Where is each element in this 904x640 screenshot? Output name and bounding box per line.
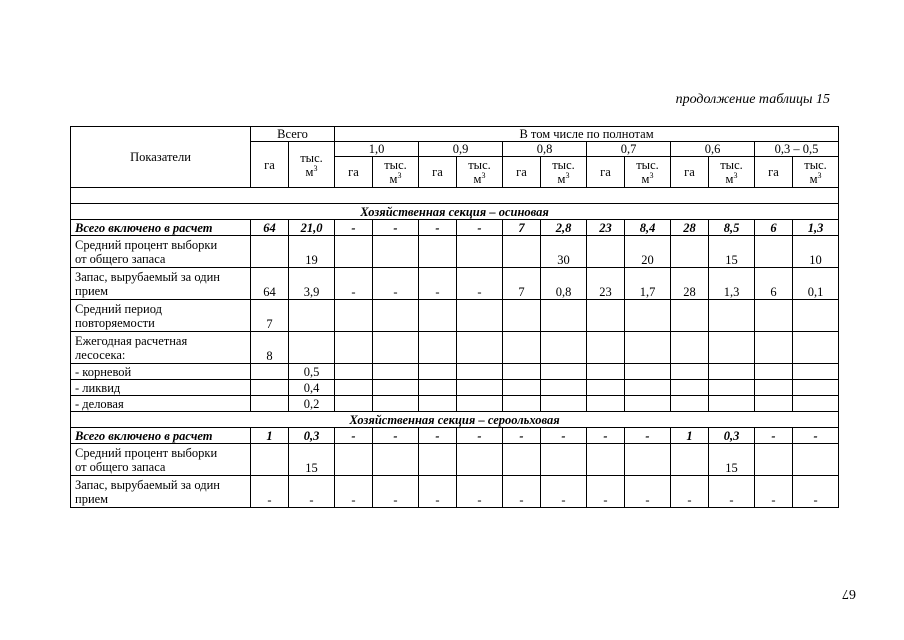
table-cell	[625, 364, 671, 380]
table-cell: 0,4	[289, 380, 335, 396]
table-cell	[671, 364, 709, 380]
header-unit-ga: га	[503, 157, 541, 188]
table-cell	[625, 332, 671, 364]
table-cell	[251, 380, 289, 396]
header-unit-tys: тыс. $м^3$	[709, 157, 755, 188]
table-cell	[709, 380, 755, 396]
table-cell: 15	[289, 444, 335, 476]
table-cell	[671, 236, 709, 268]
header-density: 0,7	[587, 142, 671, 157]
table-cell	[373, 332, 419, 364]
table-cell: 0,5	[289, 364, 335, 380]
table-cell	[503, 444, 541, 476]
table-row	[71, 396, 839, 412]
table-cell	[373, 364, 419, 380]
table-cell	[335, 300, 373, 332]
table-cell: 20	[625, 236, 671, 268]
header-total: Всего	[251, 127, 335, 142]
table-row	[71, 380, 839, 396]
table-cell	[503, 332, 541, 364]
table-row	[71, 268, 839, 300]
table-cell	[419, 396, 457, 412]
table-cell	[587, 380, 625, 396]
table-cell: 6	[755, 268, 793, 300]
table-cell: -	[793, 428, 839, 444]
table-cell	[335, 396, 373, 412]
table-cell: -	[587, 428, 625, 444]
table-cell	[625, 300, 671, 332]
table-cell	[457, 364, 503, 380]
table-cell: 15	[709, 236, 755, 268]
table-cell: -	[793, 476, 839, 508]
table-cell	[373, 396, 419, 412]
table-cell	[419, 300, 457, 332]
table-cell: -	[373, 476, 419, 508]
table-cell	[335, 444, 373, 476]
table-cell: 64	[251, 268, 289, 300]
table-cell: 1	[671, 428, 709, 444]
table-cell: 15	[709, 444, 755, 476]
row-label: - ликвид	[71, 380, 251, 396]
header-including: В том числе по полнотам	[335, 127, 839, 142]
header-density: 1,0	[335, 142, 419, 157]
page-number: 67	[842, 586, 856, 601]
table-cell: -	[457, 268, 503, 300]
table-cell: 0,3	[289, 428, 335, 444]
table-cell: 8,4	[625, 220, 671, 236]
header-total-tys: тыс. $м^3$	[289, 142, 335, 188]
table-caption: продолжение таблицы 15	[675, 92, 830, 107]
table-cell	[587, 236, 625, 268]
table-cell	[671, 380, 709, 396]
table-cell: -	[755, 476, 793, 508]
table-cell: 64	[251, 220, 289, 236]
section-header-row	[71, 204, 839, 220]
table-cell: 1,7	[625, 268, 671, 300]
table-cell	[541, 380, 587, 396]
table-row	[71, 220, 839, 236]
table-cell: 0,3	[709, 428, 755, 444]
table-cell: -	[503, 428, 541, 444]
table-cell: -	[289, 476, 335, 508]
table-cell	[541, 300, 587, 332]
table-cell: 7	[503, 220, 541, 236]
table-cell	[503, 380, 541, 396]
header-unit-tys: тыс. $м^3$	[625, 157, 671, 188]
table-cell	[373, 444, 419, 476]
table-cell	[289, 300, 335, 332]
header-unit-ga: га	[335, 157, 373, 188]
table-cell: -	[419, 220, 457, 236]
table-cell	[755, 396, 793, 412]
table-cell	[457, 332, 503, 364]
table-cell	[541, 332, 587, 364]
table-row	[71, 428, 839, 444]
table-cell: -	[587, 476, 625, 508]
section-header-row	[71, 412, 839, 428]
table-cell	[457, 396, 503, 412]
table-cell: 8,5	[709, 220, 755, 236]
table-cell: -	[419, 428, 457, 444]
row-label: Ежегодная расчетная лесосека:	[71, 332, 251, 364]
table-cell	[709, 332, 755, 364]
header-unit-ga: га	[671, 157, 709, 188]
table-cell: 1	[251, 428, 289, 444]
table-cell	[671, 444, 709, 476]
table-cell: -	[755, 428, 793, 444]
table-cell	[503, 364, 541, 380]
table-cell	[289, 332, 335, 364]
table-cell	[587, 444, 625, 476]
header-unit-ga: га	[419, 157, 457, 188]
table-cell	[671, 396, 709, 412]
header-density: 0,3 – 0,5	[755, 142, 839, 157]
table-cell	[671, 332, 709, 364]
table-cell	[587, 332, 625, 364]
data-table	[70, 126, 839, 508]
table-cell	[541, 396, 587, 412]
row-label: Всего включено в расчет	[71, 220, 251, 236]
table-cell	[419, 380, 457, 396]
table-cell	[335, 364, 373, 380]
section-title: Хозяйственная секция – сероольховая	[71, 412, 839, 428]
table-cell: -	[541, 476, 587, 508]
row-label: Средний период повторяемости	[71, 300, 251, 332]
table-cell	[335, 236, 373, 268]
table-cell	[457, 300, 503, 332]
header-total-ga: га	[251, 142, 289, 188]
table-cell: 10	[793, 236, 839, 268]
row-label: Средний процент выборки от общего запаса	[71, 444, 251, 476]
table-cell	[503, 300, 541, 332]
table-cell	[541, 364, 587, 380]
table-cell: -	[335, 476, 373, 508]
table-cell	[755, 332, 793, 364]
table-cell: 28	[671, 220, 709, 236]
table-cell	[755, 380, 793, 396]
table-cell: -	[503, 476, 541, 508]
table-cell: 2,8	[541, 220, 587, 236]
table-cell: 7	[251, 300, 289, 332]
table-cell: 7	[503, 268, 541, 300]
table-cell	[373, 380, 419, 396]
table-cell: -	[457, 476, 503, 508]
table-row	[71, 300, 839, 332]
table-cell	[793, 300, 839, 332]
table-row	[71, 444, 839, 476]
table-cell	[251, 236, 289, 268]
table-cell: 6	[755, 220, 793, 236]
table-cell: -	[709, 476, 755, 508]
table-cell: 1,3	[709, 268, 755, 300]
table-cell	[503, 396, 541, 412]
table-cell	[457, 444, 503, 476]
header-density: 0,6	[671, 142, 755, 157]
header-density: 0,8	[503, 142, 587, 157]
table-cell	[587, 300, 625, 332]
table-cell	[793, 444, 839, 476]
table-cell	[419, 332, 457, 364]
table-cell: 21,0	[289, 220, 335, 236]
table-cell	[625, 444, 671, 476]
table-cell: -	[373, 220, 419, 236]
table-cell	[457, 236, 503, 268]
table-cell	[251, 364, 289, 380]
table-cell: 3,9	[289, 268, 335, 300]
table-cell	[709, 364, 755, 380]
table-cell: -	[457, 220, 503, 236]
table-cell	[625, 396, 671, 412]
table-cell	[709, 300, 755, 332]
table-cell	[457, 380, 503, 396]
table-cell	[335, 332, 373, 364]
table-cell	[625, 380, 671, 396]
table-cell	[793, 396, 839, 412]
table-cell: 0,2	[289, 396, 335, 412]
table-cell	[755, 444, 793, 476]
table-cell: -	[335, 220, 373, 236]
table-cell	[755, 236, 793, 268]
table-cell: -	[335, 428, 373, 444]
table-cell	[587, 364, 625, 380]
row-label: Запас, вырубаемый за один прием	[71, 268, 251, 300]
table-cell: -	[419, 476, 457, 508]
section-title: Хозяйственная секция – осиновая	[71, 204, 839, 220]
table-row	[71, 364, 839, 380]
header-indicators: Показатели	[71, 127, 251, 188]
table-cell: 28	[671, 268, 709, 300]
row-label: Всего включено в расчет	[71, 428, 251, 444]
table-cell: 0,8	[541, 268, 587, 300]
table-cell: 30	[541, 236, 587, 268]
table-cell: 1,3	[793, 220, 839, 236]
header-unit-tys: тыс. $м^3$	[793, 157, 839, 188]
table-cell: 23	[587, 220, 625, 236]
row-label: - корневой	[71, 364, 251, 380]
table-row	[71, 476, 839, 508]
table-cell: -	[251, 476, 289, 508]
table-cell: 8	[251, 332, 289, 364]
table-cell: -	[335, 268, 373, 300]
table-cell	[709, 396, 755, 412]
table-cell	[419, 444, 457, 476]
table-cell	[793, 332, 839, 364]
table-cell: 0,1	[793, 268, 839, 300]
spacer-row	[71, 188, 839, 204]
table-row	[71, 236, 839, 268]
header-unit-ga: га	[755, 157, 793, 188]
header-unit-ga: га	[587, 157, 625, 188]
header-density: 0,9	[419, 142, 503, 157]
table-cell: -	[625, 428, 671, 444]
table-cell	[541, 444, 587, 476]
row-label: Средний процент выборки от общего запаса	[71, 236, 251, 268]
table-cell	[419, 364, 457, 380]
table-cell	[503, 236, 541, 268]
table-cell	[755, 300, 793, 332]
table-row	[71, 332, 839, 364]
table-cell	[335, 380, 373, 396]
header-unit-tys: тыс. $м^3$	[373, 157, 419, 188]
table-cell	[251, 396, 289, 412]
table-cell: -	[671, 476, 709, 508]
table-cell: 23	[587, 268, 625, 300]
table-cell	[419, 236, 457, 268]
header-unit-tys: тыс. $м^3$	[541, 157, 587, 188]
table-cell	[587, 396, 625, 412]
table-cell: -	[541, 428, 587, 444]
header-unit-tys: тыс. $м^3$	[457, 157, 503, 188]
table-cell	[793, 364, 839, 380]
row-label: - деловая	[71, 396, 251, 412]
table-cell	[373, 236, 419, 268]
table-cell	[373, 300, 419, 332]
table-cell: -	[373, 268, 419, 300]
table-cell: -	[625, 476, 671, 508]
table-cell	[793, 380, 839, 396]
table-cell	[755, 364, 793, 380]
row-label: Запас, вырубаемый за один прием	[71, 476, 251, 508]
table-cell: -	[419, 268, 457, 300]
table-cell: -	[457, 428, 503, 444]
table-cell	[251, 444, 289, 476]
table-cell: -	[373, 428, 419, 444]
table-cell: 19	[289, 236, 335, 268]
table-cell	[671, 300, 709, 332]
